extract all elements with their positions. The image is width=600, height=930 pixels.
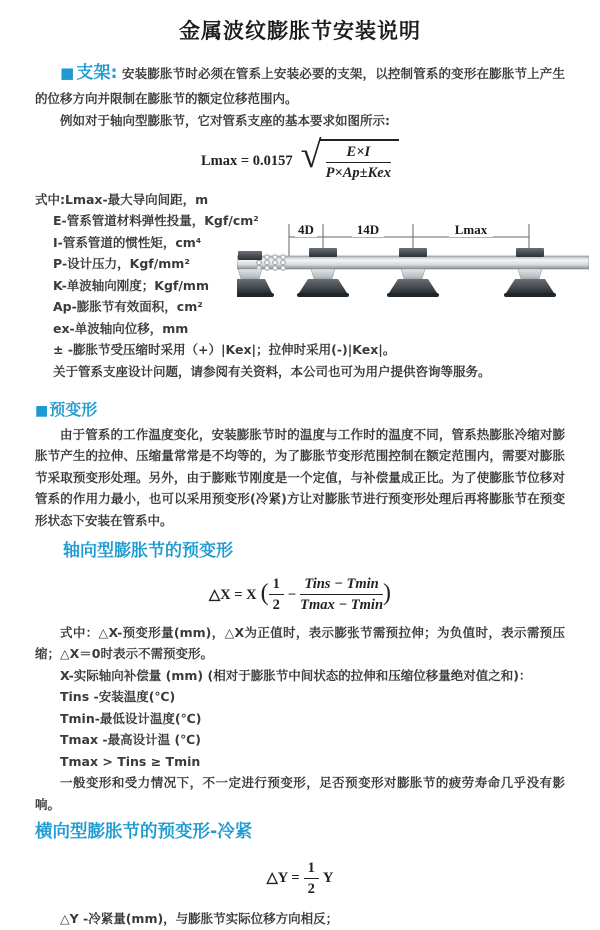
definition-line: ex-单波轴向位移，mm bbox=[53, 320, 189, 336]
definition-line: P-设计压力，Kgf/mm² bbox=[53, 256, 190, 272]
square-bullet-icon: ■ bbox=[60, 64, 75, 83]
note-line: Tmax -最高设计温 (℃) bbox=[60, 732, 202, 748]
lmax-fraction-numerator: E×I bbox=[326, 143, 391, 163]
dim-label-lmax: Lmax bbox=[454, 221, 488, 237]
pipe-support-diagram-svg bbox=[237, 217, 589, 313]
support-paragraph-2: 例如对于轴向型膨胀节，它对管系支座的基本要求如图所示: bbox=[60, 112, 390, 128]
sqrt-radical bbox=[300, 134, 399, 182]
temp-denominator: Tmax − Tmin bbox=[300, 597, 384, 614]
page-title: 金属波纹膨胀节安装说明 bbox=[179, 19, 421, 43]
formula-lmax bbox=[35, 134, 565, 182]
square-bullet-icon: ■ bbox=[35, 403, 49, 420]
section-heading-support bbox=[60, 63, 117, 83]
note-line: Tmax > Tins ≥ Tmin bbox=[60, 753, 201, 769]
note-line: 一般变形和受力情况下，不一定进行预变形，足否预变形对膨胀节的疲劳寿命几乎没有影响。 bbox=[35, 775, 565, 812]
pipe bbox=[237, 256, 589, 269]
definitions-region bbox=[35, 189, 565, 383]
definition-line: Ap-膨胀节有效面积，cm² bbox=[53, 299, 203, 315]
support-paragraph bbox=[35, 59, 565, 110]
half-fraction bbox=[269, 575, 284, 614]
support-heading-label: 支架: bbox=[76, 63, 118, 84]
section-heading-preform bbox=[35, 396, 565, 424]
dim-label-14d: 14D bbox=[356, 221, 380, 237]
formula-axial-lhs: △X = X bbox=[208, 586, 257, 603]
support-paragraph-text: 安装膨胀节时必须在管系上安装必要的支架，以控制管系的变形在膨胀节上产生的位移方向并限制在膨胀节的额定位移范围内。 bbox=[35, 66, 565, 107]
subheading-lateral: 横向型膨胀节的预变形-冷紧 bbox=[35, 822, 253, 843]
lmax-fraction-denominator: P×Ap±Kex bbox=[325, 165, 391, 182]
definition-line: 关于管系支座设计问题，请参阅有关资料，本公司也可为用户提供咨询等服务。 bbox=[53, 363, 491, 379]
guide-support bbox=[387, 248, 439, 297]
half-fraction bbox=[304, 859, 319, 898]
formula-lateral bbox=[35, 859, 565, 898]
formula-lmax-lhs: Lmax = 0.0157 bbox=[201, 152, 293, 169]
temp-fraction bbox=[300, 575, 383, 614]
guide-support bbox=[504, 248, 556, 297]
note-line: Tins -安装温度(℃) bbox=[60, 689, 176, 705]
dim-label-4d: 4D bbox=[298, 221, 314, 237]
preform-heading-label: 预变形 bbox=[49, 400, 98, 420]
formula-axial bbox=[35, 574, 565, 615]
note-line: X-实际轴向补偿量 (mm) (相对于膨胀节中间状态的拉伸和压缩位移量绝对值之和)： bbox=[60, 667, 532, 683]
lateral-note: △Y -冷紧量(mm)，与膨胀节实际位移方向相反； bbox=[60, 911, 339, 927]
half-numerator: 1 bbox=[269, 575, 284, 595]
half-numerator: 1 bbox=[304, 859, 319, 879]
pipe-support-diagram bbox=[237, 217, 589, 313]
lmax-fraction bbox=[326, 143, 391, 182]
formula-lateral-rhs: Y bbox=[322, 870, 334, 887]
definition-line: ± -膨胀节受压缩时采用（+）|Kex|；拉伸时采用(-)|Kex|。 bbox=[53, 342, 396, 358]
note-line: Tmin-最低设计温度(℃) bbox=[60, 710, 202, 726]
temp-numerator: Tins − Tmin bbox=[300, 575, 383, 595]
definition-line: I-管系管道的惯性矩，cm⁴ bbox=[53, 234, 202, 250]
note-line: 式中：△X-预变形量(mm)，△X为正值时，表示膨张节需预拉伸；为负值时，表示需预压缩；△X＝0时表示不需预变形。 bbox=[35, 624, 565, 662]
subheading-axial: 轴向型膨胀节的预变形 bbox=[63, 541, 233, 562]
formula-lateral-lhs: △Y = bbox=[266, 870, 300, 887]
preform-paragraph: 由于管系的工作温度变化，安装膨胀节时的温度与工作时的温度不同，管系热膨胀冷缩对膨胀节产生的拉伸、压缩量常常是不均等的，为了膨胀节变形范围控制在额定范围内，需要对膨胀节采取预变形处理。另外，由于膨账节刚度是一个定值，与补偿量成正比。为了使膨胀节位移对管系的作用力最小，也可以采用预变形(冷紧)方让对膨胀节进行预变形处理后再将膨胀节在预变形状态下安装在管系中。 bbox=[35, 426, 565, 528]
definition-line: E-管系管道材料弹性投量，Kgf/cm² bbox=[53, 213, 259, 229]
definition-line: K-单波轴向刚度；Kgf/mm bbox=[53, 277, 209, 293]
radical-sign: √ bbox=[300, 134, 322, 177]
half-denominator: 2 bbox=[272, 597, 280, 614]
guide-support bbox=[297, 248, 349, 297]
minus-operator: − bbox=[287, 586, 297, 603]
definition-line: 式中:Lmax-最大导向间距，m bbox=[35, 191, 209, 207]
open-paren: ( bbox=[260, 580, 269, 607]
close-paren: ) bbox=[383, 580, 392, 607]
half-denominator: 2 bbox=[307, 881, 315, 898]
